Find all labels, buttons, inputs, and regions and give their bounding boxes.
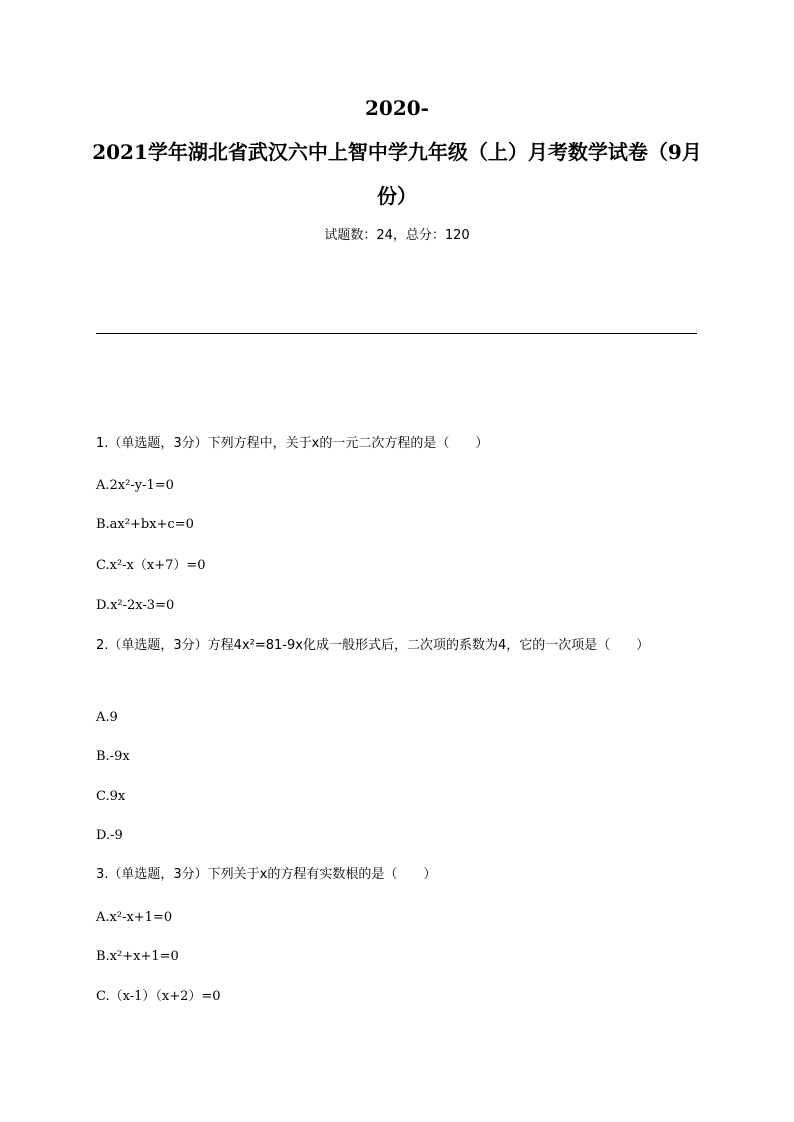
document-title-line-2: 2021学年湖北省武汉六中上智中学九年级（上）月考数学试卷（9月 (92, 140, 702, 164)
question-3-option-a: A.x²-x+1=0 (96, 910, 173, 925)
document-title-line-3: 份） (377, 184, 417, 208)
question-3-stem: 3.（单选题，3分）下列关于x的方程有实数根的是（ ） (96, 867, 437, 882)
document-title-line-1: 2020- (365, 96, 429, 120)
exam-summary: 试题数：24，总分：120 (324, 228, 470, 243)
question-1-option-b: B.ax²+bx+c=0 (96, 517, 194, 532)
question-2-stem: 2.（单选题，3分）方程4x²=81-9x化成一般形式后，二次项的系数为4，它的一次项是（ ） (96, 638, 650, 653)
question-1-option-c: C.x²-x（x+7）=0 (96, 558, 206, 573)
question-2-option-d: D.-9 (96, 828, 123, 843)
question-1-option-a: A.2x²-y-1=0 (96, 478, 174, 493)
question-2-option-a: A.9 (96, 710, 118, 725)
question-2-option-c: C.9x (96, 789, 126, 804)
document-title (60, 88, 734, 216)
question-1-stem: 1.（单选题，3分）下列方程中，关于x的一元二次方程的是（ ） (96, 436, 489, 451)
question-3-option-c: C.（x-1）（x+2）=0 (96, 989, 221, 1004)
divider-line (96, 333, 697, 334)
question-1-option-d: D.x²-2x-3=0 (96, 598, 175, 613)
question-3-option-b: B.x²+x+1=0 (96, 949, 179, 964)
question-2-option-b: B.-9x (96, 749, 130, 764)
